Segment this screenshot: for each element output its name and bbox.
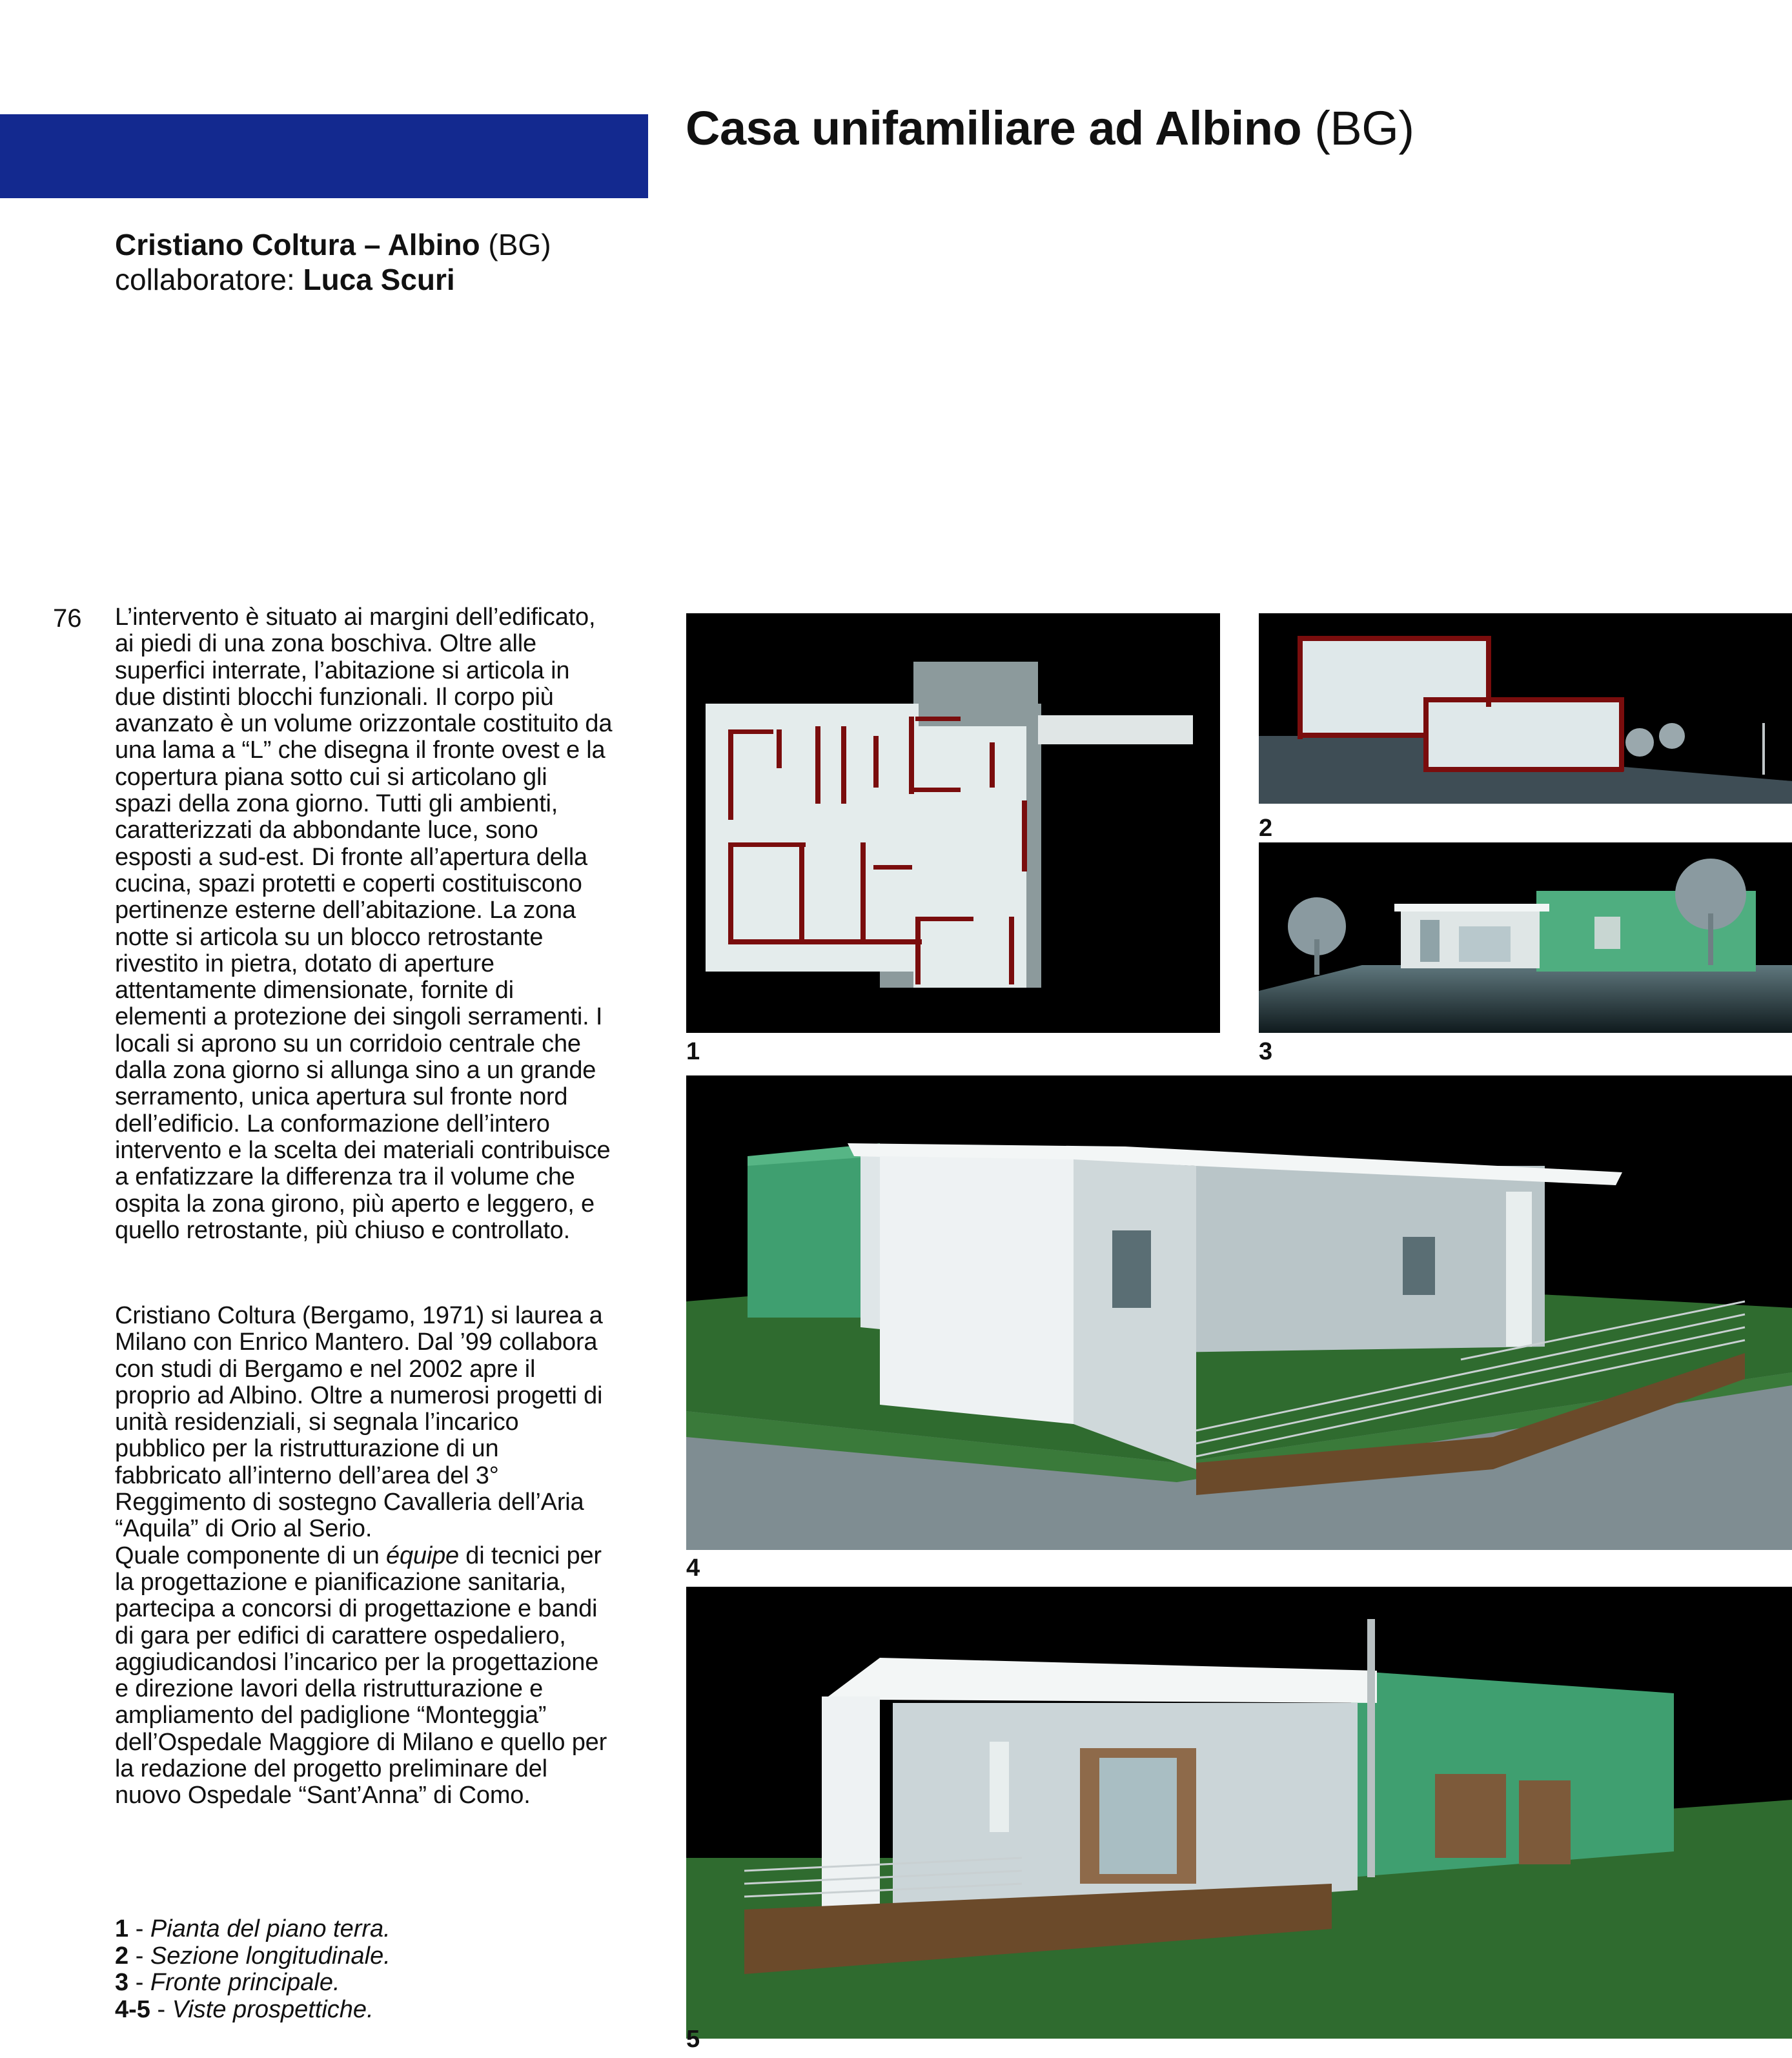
figure-number: 4 <box>686 1554 700 1582</box>
page-title: Casa unifamiliare ad Albino (BG) <box>686 101 1414 155</box>
page-number: 76 <box>53 604 82 633</box>
architect-biography: Cristiano Coltura (Bergamo, 1971) si laurea a Milano con Enrico Mantero. Dal ’99 collabora con studi di Bergamo e nel 2002 apre il proprio ad Albino. Oltre a numerosi progetti di unità residenziali, si segnala l’incarico pubblico per la ristrutturazione di un fabbricato all’interno dell’area del 3° Reggimento di sostegno Cavalleria dell’Aria “Aquila” di Orio al Serio. Quale componente di un équipe di tecnici per la progettazione e pianificazione sanitaria, partecipa a concorsi di progettazione e bandi di gara per edifici di carattere ospedaliero, aggiudicandosi l’incarico per la progettazione e direzione lavori della ristrutturazione e ampliamento del padiglione “Monteggia” dell’Ospedale Maggiore di Milano e quello per la redazione del progetto preliminare del nuovo Ospedale “Sant’Anna” di Como. <box>115 1302 607 1809</box>
floor-plan-image <box>686 613 1220 1033</box>
author-line: Cristiano Coltura – Albino (BG) <box>115 228 551 261</box>
longitudinal-section-image <box>1259 613 1792 804</box>
project-description: L’intervento è situato ai margini dell’edificato, ai piedi di una zona boschiva. Oltre alle superfici interrate, l’abitazione si articola in due distinti blocchi funzionali. Il corpo più avanzato è un volume orizzontale costituito da una lama a “L” che disegna il fronte ovest e la copertura piana sotto cui si articolano gli spazi della zona giorno. Tutti gli ambienti, caratterizzati da abbondante luce, sono esposti a sud-est. Di fronte all’apertura della cucina, spazi protetti e coperti costituiscono pertinenze esterne dell’abitazione. La zona notte si articola su un blocco retrostante rivestito in pietra, dotato di aperture attentamente dimensionate, fornite di elementi a protezione dei singoli serramenti. I locali si aprono su un corridoio centrale che dalla zona giorno si allunga sino a un grande serramento, unica apertura sul fronte nord dell’edificio. La conformazione dell’intero intervento e la scelta dei materiali contribuisce a enfatizzare la differenza tra il volume che ospita la zona girono, più aperto e leggero, e quello retrostante, più chiuso e controllato. <box>115 604 613 1244</box>
figure-number: 1 <box>686 1038 700 1065</box>
authors-block <box>115 227 551 297</box>
main-facade-image <box>1259 842 1792 1033</box>
figure-number: 5 <box>686 2026 700 2053</box>
perspective-view-1-image <box>686 1075 1792 1550</box>
header-accent-band <box>0 114 648 198</box>
perspective-view-2-image <box>686 1587 1792 2039</box>
caption-item: 3 - Fronte principale. <box>115 1969 340 1996</box>
figure-captions <box>115 1916 391 2023</box>
caption-item: 2 - Sezione longitudinale. <box>115 1942 391 1970</box>
figure-number: 2 <box>1259 815 1273 842</box>
caption-item: 4-5 - Viste prospettiche. <box>115 1995 374 2023</box>
figure-number: 3 <box>1259 1038 1273 1065</box>
collaborator-line: collaboratore: Luca Scuri <box>115 263 455 296</box>
caption-item: 1 - Pianta del piano terra. <box>115 1915 391 1942</box>
